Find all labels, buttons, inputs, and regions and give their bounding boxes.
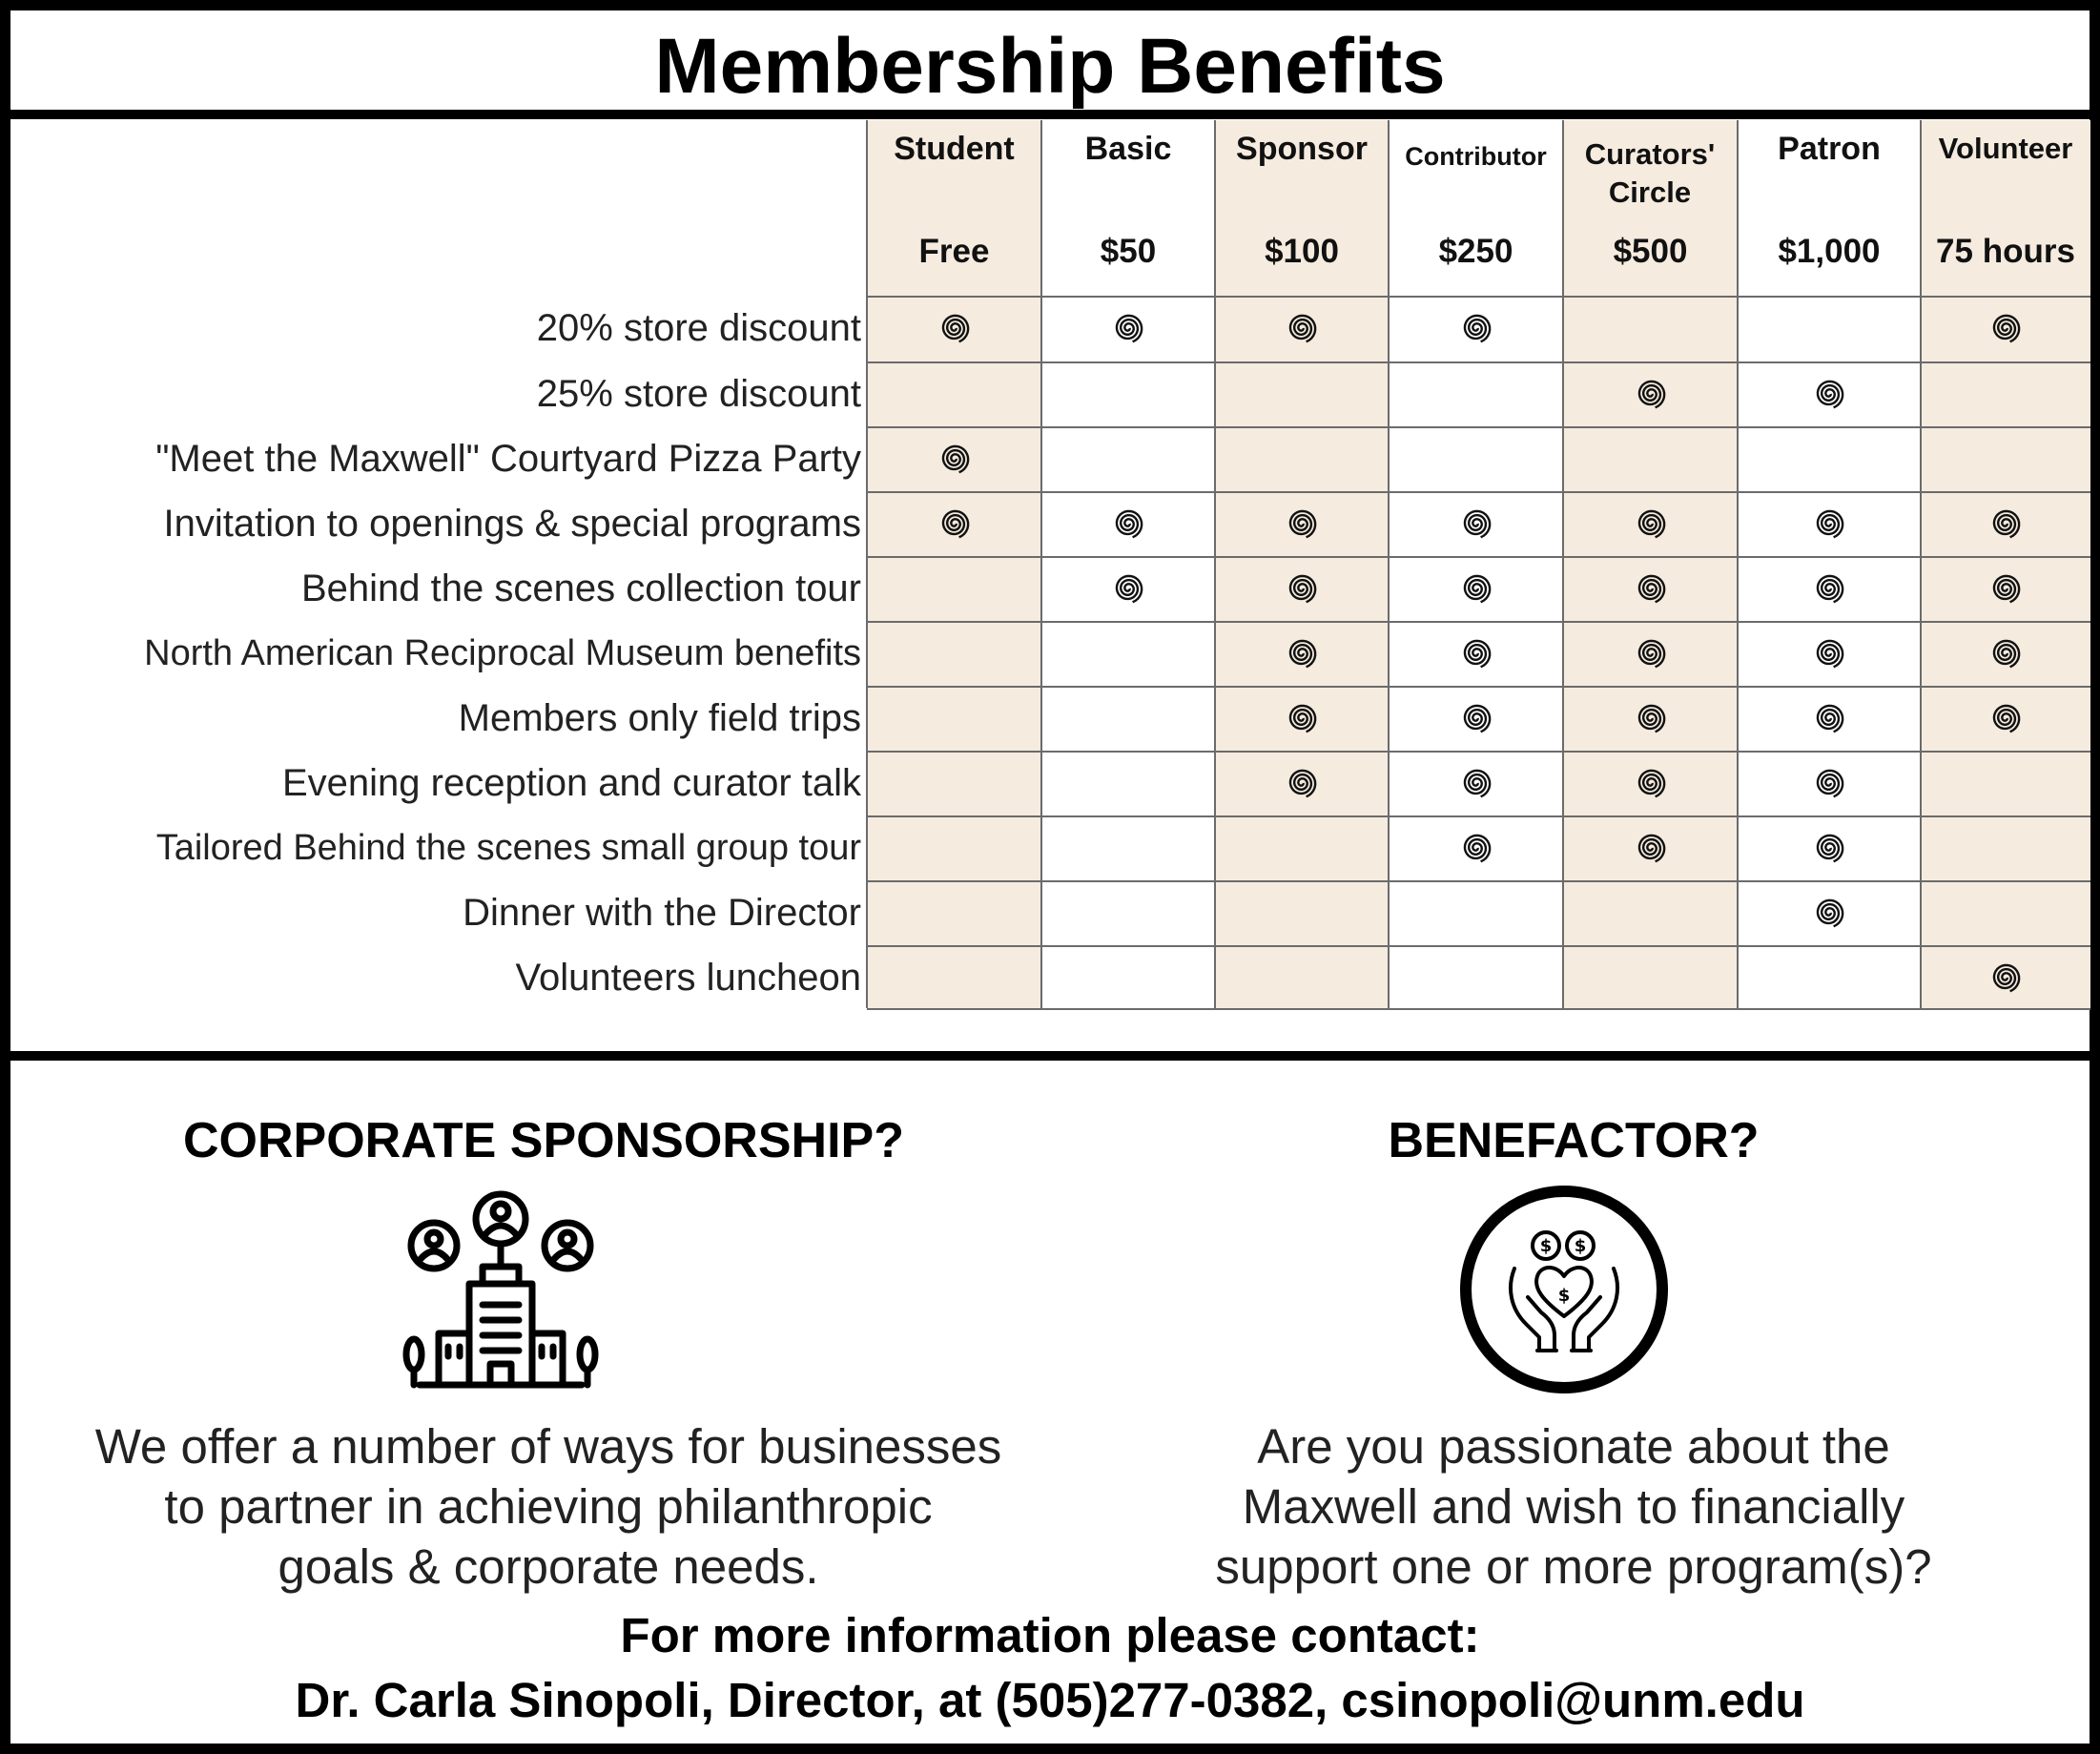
grid-line [867, 296, 2090, 298]
tier-name-volunteer: Volunteer [1938, 132, 2073, 165]
included-check-icon [1813, 572, 1845, 605]
tier-price-volunteer: 75 hours [1936, 233, 2075, 270]
included-check-icon [1989, 507, 2022, 540]
included-check-icon [1460, 312, 1493, 344]
tier-name-curators-circle: Curators' Circle [1584, 137, 1716, 209]
included-check-icon [1989, 572, 2022, 605]
benefit-label: "Meet the Maxwell" Courtyard Pizza Party [155, 438, 861, 480]
benefactor-text-line: support one or more program(s)? [1215, 1539, 1932, 1594]
tier-price-basic: $50 [1100, 233, 1157, 270]
tier-price-curators-circle: $500 [1613, 233, 1688, 270]
included-check-icon [1460, 507, 1493, 540]
included-check-icon [1460, 767, 1493, 799]
grid-line [867, 945, 2090, 947]
included-check-icon [1635, 572, 1667, 605]
corporate-text-line: We offer a number of ways for businesses [94, 1419, 1002, 1474]
included-check-icon [1635, 832, 1667, 864]
tier-name-basic: Basic [1084, 131, 1172, 167]
benefit-label: Members only field trips [458, 697, 861, 739]
tier-name-student: Student [894, 131, 1015, 167]
corporate-building-people-icon [401, 1188, 601, 1389]
included-check-icon [1635, 702, 1667, 734]
grid-line [867, 491, 2090, 493]
included-check-icon [1989, 961, 2022, 994]
included-check-icon [1460, 832, 1493, 864]
tier-price-contributor: $250 [1438, 233, 1513, 270]
corporate-text-line: goals & corporate needs. [278, 1539, 819, 1594]
grid-line [867, 751, 2090, 753]
benefit-label: Dinner with the Director [463, 892, 861, 934]
grid-line [867, 361, 2090, 363]
grid-line [867, 556, 2090, 558]
included-check-icon [1460, 637, 1493, 670]
benefit-label: Tailored Behind the scenes small group tour [155, 828, 861, 868]
included-check-icon [1989, 702, 2022, 734]
corporate-text [19, 1416, 1078, 1597]
tier-price-student: Free [918, 233, 990, 270]
included-check-icon [1989, 637, 2022, 670]
included-check-icon [1635, 767, 1667, 799]
benefit-label: Evening reception and curator talk [281, 762, 861, 804]
tier-name-contributor: Contributor [1405, 142, 1547, 171]
benefit-label: North American Reciprocal Museum benefits [144, 633, 861, 673]
included-check-icon [1286, 767, 1318, 799]
svg-text:$: $ [1574, 1236, 1587, 1256]
tier-name-patron: Patron [1778, 131, 1881, 167]
included-check-icon [1813, 897, 1845, 929]
included-check-icon [938, 312, 971, 344]
included-check-icon [1460, 572, 1493, 605]
included-check-icon [1813, 507, 1845, 540]
included-check-icon [1635, 507, 1667, 540]
svg-text:$: $ [1539, 1236, 1553, 1256]
included-check-icon [1813, 767, 1845, 799]
included-check-icon [1112, 312, 1144, 344]
benefit-label: Behind the scenes collection tour [300, 567, 861, 609]
tier-name-sponsor: Sponsor [1236, 131, 1368, 167]
grid-line [867, 880, 2090, 882]
included-check-icon [1813, 637, 1845, 670]
tier-price-patron: $1,000 [1778, 233, 1881, 270]
included-check-icon [1112, 572, 1144, 605]
included-check-icon [1112, 507, 1144, 540]
tier-price-sponsor: $100 [1265, 233, 1339, 270]
contact-details: Dr. Carla Sinopoli, Director, at (505)277-0382, csinopoli@unm.edu [295, 1673, 1805, 1727]
grid-line [867, 686, 2090, 688]
included-check-icon [1813, 702, 1845, 734]
svg-text:$: $ [1557, 1286, 1571, 1306]
included-check-icon [1286, 312, 1318, 344]
corporate-heading: CORPORATE SPONSORSHIP? [182, 1113, 904, 1168]
included-check-icon [1635, 637, 1667, 670]
benefactor-text-line: Are you passionate about the [1257, 1419, 1890, 1474]
included-check-icon [1813, 832, 1845, 864]
grid-line [867, 1008, 2090, 1010]
benefit-label: Invitation to openings & special programs [163, 503, 861, 545]
included-check-icon [1286, 507, 1318, 540]
grid-line [867, 621, 2090, 623]
included-check-icon [1813, 378, 1845, 410]
benefactor-heading: BENEFACTOR? [1388, 1113, 1760, 1168]
included-check-icon [1286, 572, 1318, 605]
included-check-icon [1989, 312, 2022, 344]
grid-line [867, 426, 2090, 428]
corporate-text-line: to partner in achieving philanthropic [164, 1479, 933, 1534]
grid-line [867, 815, 2090, 817]
benefactor-text [1097, 1416, 2050, 1597]
benefactor-text-line: Maxwell and wish to financially [1242, 1479, 1905, 1534]
included-check-icon [1460, 702, 1493, 734]
hands-heart-money-icon [1457, 1183, 1671, 1396]
page-title: Membership Benefits [654, 23, 1446, 110]
benefit-label: 25% store discount [536, 373, 861, 415]
included-check-icon [938, 507, 971, 540]
included-check-icon [1635, 378, 1667, 410]
contact-prompt: For more information please contact: [620, 1608, 1480, 1662]
benefit-label: Volunteers luncheon [515, 957, 861, 999]
included-check-icon [938, 443, 971, 475]
included-check-icon [1286, 702, 1318, 734]
included-check-icon [1286, 637, 1318, 670]
benefit-label: 20% store discount [536, 307, 861, 349]
section-divider [0, 1051, 2100, 1061]
